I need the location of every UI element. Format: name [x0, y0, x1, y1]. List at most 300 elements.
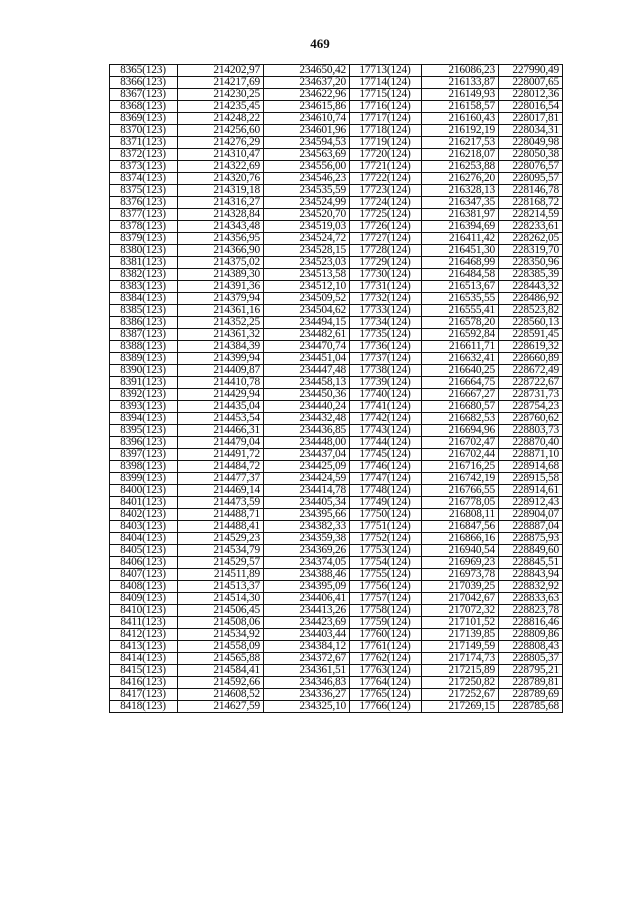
table-cell: 216160,43	[422, 113, 499, 125]
table-cell: 216484,58	[422, 269, 499, 281]
table-cell: 216578,20	[422, 317, 499, 329]
table-cell: 234359,38	[264, 533, 350, 545]
table-row	[110, 137, 563, 149]
table-cell: 216742,19	[422, 473, 499, 485]
table-cell: 216940,54	[422, 545, 499, 557]
table-cell: 17757(124)	[350, 593, 422, 605]
table-cell: 17754(124)	[350, 557, 422, 569]
table-cell: 234369,26	[264, 545, 350, 557]
table-cell: 228049,98	[499, 137, 563, 149]
table-cell: 214389,30	[178, 269, 264, 281]
table-cell: 217072,32	[422, 605, 499, 617]
table-cell: 216133,87	[422, 77, 499, 89]
table-cell: 8383(123)	[110, 281, 178, 293]
table-cell: 8371(123)	[110, 137, 178, 149]
table-cell: 8409(123)	[110, 593, 178, 605]
table-cell: 216969,23	[422, 557, 499, 569]
table-cell: 8404(123)	[110, 533, 178, 545]
table-cell: 8411(123)	[110, 617, 178, 629]
table-cell: 228805,37	[499, 653, 563, 665]
table-cell: 234374,05	[264, 557, 350, 569]
table-cell: 228833,63	[499, 593, 563, 605]
table-cell: 214310,47	[178, 149, 264, 161]
table-cell: 228443,32	[499, 281, 563, 293]
table-cell: 234403,44	[264, 629, 350, 641]
table-cell: 217250,82	[422, 677, 499, 689]
table-row	[110, 329, 563, 341]
table-cell: 217042,67	[422, 593, 499, 605]
table-cell: 17729(124)	[350, 257, 422, 269]
table-cell: 234450,36	[264, 389, 350, 401]
table-cell: 214469,14	[178, 485, 264, 497]
table-cell: 214276,29	[178, 137, 264, 149]
table-row	[110, 293, 563, 305]
table-cell: 228832,92	[499, 581, 563, 593]
table-cell: 228760,62	[499, 413, 563, 425]
table-cell: 216535,55	[422, 293, 499, 305]
table-cell: 216328,13	[422, 185, 499, 197]
table-cell: 228823,78	[499, 605, 563, 617]
table-cell: 214352,25	[178, 317, 264, 329]
table-cell: 214256,60	[178, 125, 264, 137]
table-cell: 8416(123)	[110, 677, 178, 689]
table-cell: 214320,76	[178, 173, 264, 185]
table-cell: 228843,94	[499, 569, 563, 581]
table-cell: 214466,31	[178, 425, 264, 437]
table-cell: 214202,97	[178, 65, 264, 77]
table-cell: 214410,78	[178, 377, 264, 389]
table-row	[110, 497, 563, 509]
table-cell: 234372,67	[264, 653, 350, 665]
table-cell: 234395,09	[264, 581, 350, 593]
table-cell: 17736(124)	[350, 341, 422, 353]
table-cell: 8398(123)	[110, 461, 178, 473]
table-cell: 217139,85	[422, 629, 499, 641]
table-cell: 8384(123)	[110, 293, 178, 305]
table-cell: 8396(123)	[110, 437, 178, 449]
table-row	[110, 149, 563, 161]
table-cell: 8375(123)	[110, 185, 178, 197]
table-row	[110, 89, 563, 101]
table-cell: 214391,36	[178, 281, 264, 293]
table-cell: 214361,32	[178, 329, 264, 341]
table-cell: 234413,26	[264, 605, 350, 617]
table-row	[110, 65, 563, 77]
table-cell: 234405,34	[264, 497, 350, 509]
table-cell: 17765(124)	[350, 689, 422, 701]
table-cell: 214534,92	[178, 629, 264, 641]
table-cell: 8373(123)	[110, 161, 178, 173]
table-cell: 8372(123)	[110, 149, 178, 161]
table-cell: 228871,10	[499, 449, 563, 461]
table-cell: 234615,86	[264, 101, 350, 113]
table-cell: 216682,53	[422, 413, 499, 425]
table-cell: 17728(124)	[350, 245, 422, 257]
table-cell: 228808,43	[499, 641, 563, 653]
table-cell: 17733(124)	[350, 305, 422, 317]
table-cell: 17751(124)	[350, 521, 422, 533]
table-cell: 17722(124)	[350, 173, 422, 185]
table-row	[110, 113, 563, 125]
table-cell: 17724(124)	[350, 197, 422, 209]
table-cell: 216158,57	[422, 101, 499, 113]
table-cell: 214627,59	[178, 701, 264, 713]
table-cell: 214488,71	[178, 509, 264, 521]
table-cell: 214565,88	[178, 653, 264, 665]
table-cell: 228887,04	[499, 521, 563, 533]
table-cell: 17750(124)	[350, 509, 422, 521]
table-cell: 217174,73	[422, 653, 499, 665]
table-cell: 234388,46	[264, 569, 350, 581]
table-cell: 8412(123)	[110, 629, 178, 641]
table-cell: 227990,49	[499, 65, 563, 77]
table-cell: 234594,53	[264, 137, 350, 149]
table-cell: 17727(124)	[350, 233, 422, 245]
table-cell: 214584,41	[178, 665, 264, 677]
table-cell: 214217,69	[178, 77, 264, 89]
table-row	[110, 185, 563, 197]
table-cell: 228672,49	[499, 365, 563, 377]
table-cell: 214508,06	[178, 617, 264, 629]
table-cell: 234447,48	[264, 365, 350, 377]
table-row	[110, 377, 563, 389]
table-cell: 217252,67	[422, 689, 499, 701]
table-cell: 8388(123)	[110, 341, 178, 353]
table-cell: 214488,41	[178, 521, 264, 533]
table-cell: 8368(123)	[110, 101, 178, 113]
table-cell: 17764(124)	[350, 677, 422, 689]
table-cell: 234424,59	[264, 473, 350, 485]
table-cell: 228789,81	[499, 677, 563, 689]
table-cell: 8394(123)	[110, 413, 178, 425]
table-cell: 217215,89	[422, 665, 499, 677]
table-cell: 234440,24	[264, 401, 350, 413]
table-cell: 228486,92	[499, 293, 563, 305]
table-cell: 17721(124)	[350, 161, 422, 173]
table-row	[110, 425, 563, 437]
table-cell: 216611,71	[422, 341, 499, 353]
table-row	[110, 701, 563, 713]
table-cell: 216632,41	[422, 353, 499, 365]
table-cell: 228803,73	[499, 425, 563, 437]
table-row	[110, 269, 563, 281]
table-cell: 228875,93	[499, 533, 563, 545]
table-row	[110, 233, 563, 245]
table-cell: 17745(124)	[350, 449, 422, 461]
table-cell: 214491,72	[178, 449, 264, 461]
table-row	[110, 413, 563, 425]
table-cell: 214361,16	[178, 305, 264, 317]
table-cell: 234432,48	[264, 413, 350, 425]
table-cell: 214435,04	[178, 401, 264, 413]
table-cell: 228731,73	[499, 389, 563, 401]
table-cell: 17740(124)	[350, 389, 422, 401]
table-cell: 216192,19	[422, 125, 499, 137]
table-row	[110, 629, 563, 641]
table-cell: 8392(123)	[110, 389, 178, 401]
table-cell: 234520,70	[264, 209, 350, 221]
table-cell: 234395,66	[264, 509, 350, 521]
table-cell: 216555,41	[422, 305, 499, 317]
table-row	[110, 653, 563, 665]
table-cell: 17737(124)	[350, 353, 422, 365]
table-cell: 214375,02	[178, 257, 264, 269]
table-cell: 8391(123)	[110, 377, 178, 389]
table-cell: 234512,10	[264, 281, 350, 293]
table-cell: 216640,25	[422, 365, 499, 377]
table-cell: 8407(123)	[110, 569, 178, 581]
table-cell: 228168,72	[499, 197, 563, 209]
table-cell: 216149,93	[422, 89, 499, 101]
table-cell: 216218,07	[422, 149, 499, 161]
table-cell: 17755(124)	[350, 569, 422, 581]
table-cell: 214319,18	[178, 185, 264, 197]
table-row	[110, 641, 563, 653]
table-cell: 234437,04	[264, 449, 350, 461]
table-cell: 17725(124)	[350, 209, 422, 221]
table-cell: 214534,79	[178, 545, 264, 557]
table-cell: 228319,70	[499, 245, 563, 257]
table-cell: 228870,40	[499, 437, 563, 449]
table-cell: 8377(123)	[110, 209, 178, 221]
table-cell: 234513,58	[264, 269, 350, 281]
table-row	[110, 389, 563, 401]
table-cell: 214514,30	[178, 593, 264, 605]
table-cell: 8386(123)	[110, 317, 178, 329]
table-row	[110, 533, 563, 545]
table-cell: 228914,68	[499, 461, 563, 473]
table-cell: 216680,57	[422, 401, 499, 413]
table-cell: 17720(124)	[350, 149, 422, 161]
table-cell: 234637,20	[264, 77, 350, 89]
table-cell: 8408(123)	[110, 581, 178, 593]
table-cell: 217039,25	[422, 581, 499, 593]
table-row	[110, 473, 563, 485]
table-cell: 228050,38	[499, 149, 563, 161]
table-row	[110, 605, 563, 617]
table-cell: 8418(123)	[110, 701, 178, 713]
table-cell: 8365(123)	[110, 65, 178, 77]
table-cell: 17766(124)	[350, 701, 422, 713]
table-cell: 216766,55	[422, 485, 499, 497]
table-cell: 228262,05	[499, 233, 563, 245]
table-cell: 234448,00	[264, 437, 350, 449]
table-cell: 228904,07	[499, 509, 563, 521]
table-cell: 216253,88	[422, 161, 499, 173]
table-cell: 234610,74	[264, 113, 350, 125]
table-row	[110, 197, 563, 209]
table-cell: 8413(123)	[110, 641, 178, 653]
table-row	[110, 353, 563, 365]
table-cell: 234524,99	[264, 197, 350, 209]
table-cell: 214356,95	[178, 233, 264, 245]
table-row	[110, 161, 563, 173]
table-cell: 8380(123)	[110, 245, 178, 257]
table-cell: 214316,27	[178, 197, 264, 209]
table-cell: 228754,23	[499, 401, 563, 413]
table-row	[110, 317, 563, 329]
table-cell: 216667,27	[422, 389, 499, 401]
table-cell: 8400(123)	[110, 485, 178, 497]
table-cell: 234414,78	[264, 485, 350, 497]
table-cell: 217101,52	[422, 617, 499, 629]
table-cell: 17726(124)	[350, 221, 422, 233]
table-cell: 214235,45	[178, 101, 264, 113]
table-row	[110, 545, 563, 557]
table-cell: 17742(124)	[350, 413, 422, 425]
table-cell: 216664,75	[422, 377, 499, 389]
table-cell: 234523,03	[264, 257, 350, 269]
table-cell: 216381,97	[422, 209, 499, 221]
table-cell: 17762(124)	[350, 653, 422, 665]
table-row	[110, 221, 563, 233]
table-cell: 216702,44	[422, 449, 499, 461]
table-cell: 216694,96	[422, 425, 499, 437]
table-cell: 214230,25	[178, 89, 264, 101]
table-cell: 234535,59	[264, 185, 350, 197]
table-cell: 234425,09	[264, 461, 350, 473]
table-cell: 17763(124)	[350, 665, 422, 677]
table-cell: 17747(124)	[350, 473, 422, 485]
table-row	[110, 437, 563, 449]
table-cell: 8379(123)	[110, 233, 178, 245]
table-cell: 228012,36	[499, 89, 563, 101]
table-cell: 234382,33	[264, 521, 350, 533]
table-cell: 17741(124)	[350, 401, 422, 413]
table-cell: 8385(123)	[110, 305, 178, 317]
table-cell: 214399,94	[178, 353, 264, 365]
table-cell: 8376(123)	[110, 197, 178, 209]
table-cell: 17719(124)	[350, 137, 422, 149]
table-row	[110, 401, 563, 413]
table-row	[110, 461, 563, 473]
table-cell: 234509,52	[264, 293, 350, 305]
table-row	[110, 677, 563, 689]
table-cell: 216716,25	[422, 461, 499, 473]
table-row	[110, 569, 563, 581]
table-cell: 17746(124)	[350, 461, 422, 473]
table-cell: 17752(124)	[350, 533, 422, 545]
table-cell: 234650,42	[264, 65, 350, 77]
table-row	[110, 281, 563, 293]
table-cell: 8410(123)	[110, 605, 178, 617]
table-cell: 214328,84	[178, 209, 264, 221]
table-cell: 234519,03	[264, 221, 350, 233]
table-cell: 8381(123)	[110, 257, 178, 269]
table-cell: 214592,66	[178, 677, 264, 689]
table-row	[110, 257, 563, 269]
table-cell: 8390(123)	[110, 365, 178, 377]
table-cell: 8399(123)	[110, 473, 178, 485]
table-cell: 216468,99	[422, 257, 499, 269]
table-cell: 216347,35	[422, 197, 499, 209]
table-cell: 214479,04	[178, 437, 264, 449]
table-cell: 214366,90	[178, 245, 264, 257]
table-row	[110, 125, 563, 137]
table-cell: 234528,15	[264, 245, 350, 257]
table-cell: 8397(123)	[110, 449, 178, 461]
table-cell: 228785,68	[499, 701, 563, 713]
table-cell: 234423,69	[264, 617, 350, 629]
table-cell: 228233,61	[499, 221, 563, 233]
page-number: 469	[310, 36, 330, 51]
table-row	[110, 557, 563, 569]
table-row	[110, 101, 563, 113]
table-cell: 234622,96	[264, 89, 350, 101]
table-cell: 8367(123)	[110, 89, 178, 101]
table-cell: 17758(124)	[350, 605, 422, 617]
table-cell: 17732(124)	[350, 293, 422, 305]
table-cell: 234482,61	[264, 329, 350, 341]
coordinates-table-body	[110, 65, 563, 713]
table-row	[110, 365, 563, 377]
table-cell: 234524,72	[264, 233, 350, 245]
table-cell: 234556,00	[264, 161, 350, 173]
table-cell: 216513,67	[422, 281, 499, 293]
table-cell: 8389(123)	[110, 353, 178, 365]
table-row	[110, 617, 563, 629]
table-cell: 17756(124)	[350, 581, 422, 593]
table-row	[110, 665, 563, 677]
table-cell: 17749(124)	[350, 497, 422, 509]
table-cell: 214608,52	[178, 689, 264, 701]
table-cell: 216808,11	[422, 509, 499, 521]
table-cell: 17738(124)	[350, 365, 422, 377]
table-cell: 228350,96	[499, 257, 563, 269]
table-row	[110, 509, 563, 521]
table-cell: 214506,45	[178, 605, 264, 617]
table-cell: 234436,85	[264, 425, 350, 437]
table-cell: 8406(123)	[110, 557, 178, 569]
table-cell: 214473,59	[178, 497, 264, 509]
table-row	[110, 593, 563, 605]
table-row	[110, 77, 563, 89]
table-cell: 8402(123)	[110, 509, 178, 521]
table-cell: 234346,83	[264, 677, 350, 689]
table-cell: 234546,23	[264, 173, 350, 185]
table-row	[110, 341, 563, 353]
table-cell: 8414(123)	[110, 653, 178, 665]
table-cell: 17759(124)	[350, 617, 422, 629]
table-cell: 228619,32	[499, 341, 563, 353]
table-cell: 17723(124)	[350, 185, 422, 197]
table-cell: 214529,23	[178, 533, 264, 545]
table-cell: 217149,59	[422, 641, 499, 653]
table-cell: 17714(124)	[350, 77, 422, 89]
table-cell: 216973,78	[422, 569, 499, 581]
table-cell: 214343,48	[178, 221, 264, 233]
table-cell: 228789,69	[499, 689, 563, 701]
table-cell: 214384,39	[178, 341, 264, 353]
table-cell: 216592,84	[422, 329, 499, 341]
table-cell: 17761(124)	[350, 641, 422, 653]
table-cell: 8417(123)	[110, 689, 178, 701]
table-cell: 228816,46	[499, 617, 563, 629]
table-cell: 8415(123)	[110, 665, 178, 677]
table-cell: 228845,51	[499, 557, 563, 569]
table-cell: 234361,51	[264, 665, 350, 677]
table-row	[110, 449, 563, 461]
table-cell: 214429,94	[178, 389, 264, 401]
table-row	[110, 209, 563, 221]
table-cell: 216086,23	[422, 65, 499, 77]
table-cell: 228016,54	[499, 101, 563, 113]
table-cell: 17743(124)	[350, 425, 422, 437]
table-row	[110, 305, 563, 317]
table-cell: 234384,12	[264, 641, 350, 653]
table-cell: 8401(123)	[110, 497, 178, 509]
table-cell: 17731(124)	[350, 281, 422, 293]
